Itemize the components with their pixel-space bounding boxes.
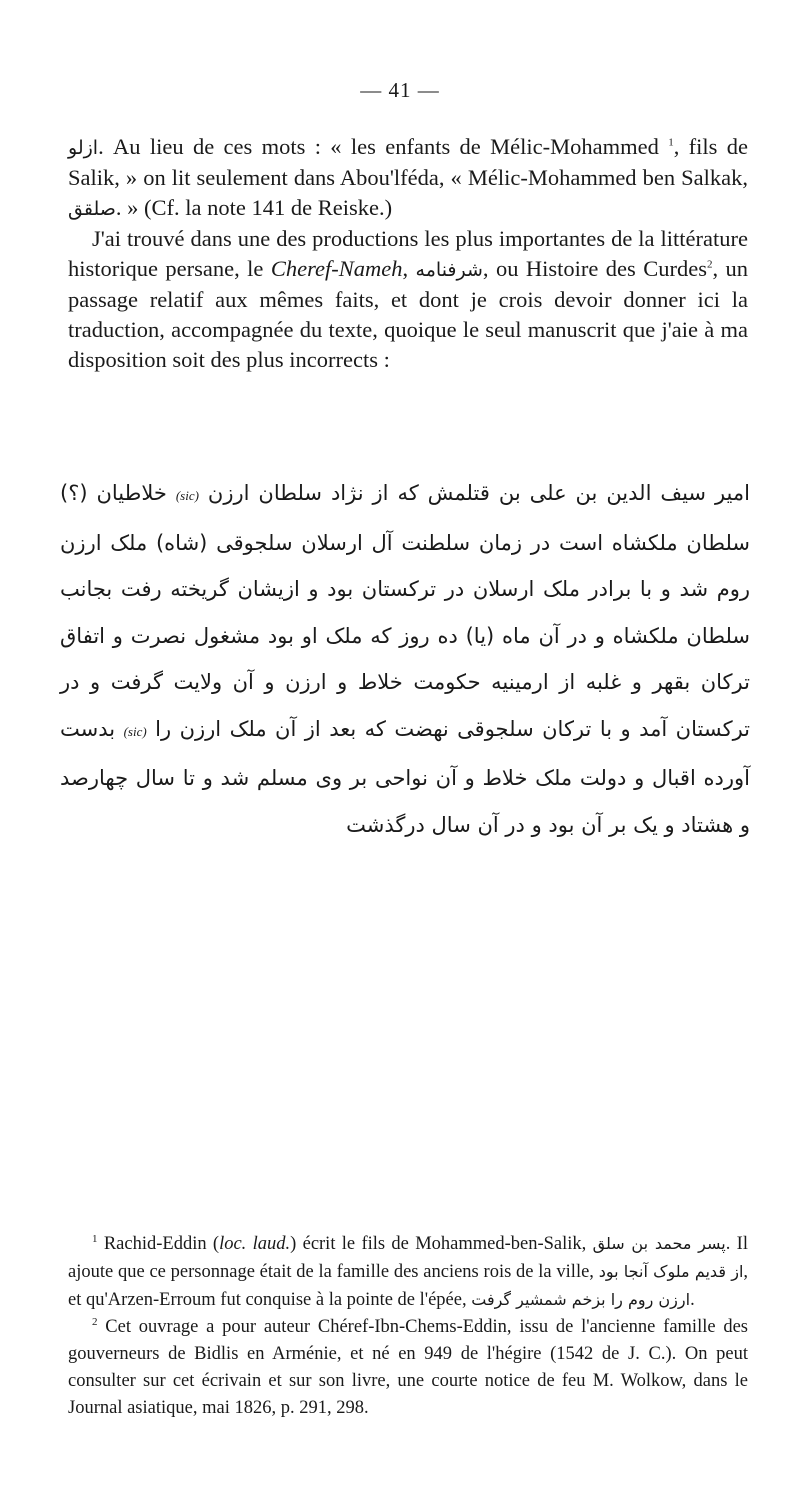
- footnote-ref-1: 1: [668, 136, 674, 149]
- text-run: Cet ouvrage a pour auteur Chéref-Ibn-Chems-Eddin, issu de l'ancienne famille des gouverneurs de Bidlis en Arménie, et né en 949 de l'hégire (1542 de J. C.). On peut consulter sur cet écrivain et sur son livre, une courte notice de feu M. Wolkow, dans le Journal asiatique, mai 1826, p. 291, 298.: [68, 1317, 749, 1418]
- footnote-number: 1: [92, 1232, 98, 1245]
- footnote-1: [68, 1230, 748, 1314]
- main-text: [68, 132, 748, 375]
- sic-marker: (sic): [123, 723, 147, 739]
- arabic-word: ازلو: [68, 137, 99, 159]
- text-run: .: [690, 1290, 695, 1310]
- paragraph-2: [68, 224, 748, 375]
- arabic-text: بدست آورده اقبال و دولت ملک خلاط و آن نواحی بر وی مسلم شد و تا سال چهارصد و هشتاد و یک بر آن بود و در آن سال درگذشت: [60, 716, 750, 837]
- footnotes: [68, 1230, 748, 1422]
- text-run: . » (Cf. la note 141 de Reiske.): [115, 195, 393, 220]
- arabic-word: شرفنامه: [415, 259, 483, 281]
- text-run: ,: [402, 256, 416, 281]
- citation: loc. laud.: [219, 1234, 291, 1254]
- text-run: ) écrit le fils de Mohammed-ben-Salik,: [290, 1234, 593, 1254]
- arabic-word: صلقق: [68, 198, 116, 220]
- text-run: , fils de Salik, » on lit seulement dans Abou'lféda, « Mélic-Mohammed ben Salkak,: [68, 134, 748, 190]
- text-run: J'ai trouvé dans une des productions les plus importantes de la littérature historique persane, le: [68, 226, 748, 281]
- text-run: . Il ajoute que ce personnage était de la famille des anciens rois de la ville,: [68, 1234, 748, 1282]
- paragraph-1: [68, 132, 748, 224]
- page-number: — 41 —: [360, 78, 440, 102]
- text-run: , ou Histoire des Curdes: [482, 256, 707, 281]
- text-run: . Au lieu de ces mots : « les enfants de Mélic-Mohammed: [98, 134, 669, 159]
- arabic-word: ارزن روم را بزخم شمشیر گرفت: [471, 1290, 691, 1309]
- text-run: , et qu'Arzen-Erroum fut conquise à la pointe de l'épée,: [68, 1262, 749, 1310]
- arabic-word: از قدیم ملوک آنجا بود: [598, 1262, 744, 1281]
- arabic-text: امیر سیف الدین بن علی بن قتلمش که از نژاد سلطان ارزن: [207, 481, 750, 505]
- footnote-2: [68, 1314, 748, 1422]
- persian-quotation: [60, 470, 750, 848]
- footnote-ref-2: 2: [706, 258, 713, 271]
- text-run: Rachid-Eddin (: [103, 1234, 220, 1254]
- arabic-text: خلاطیان (؟) سلطان ملکشاه است در زمان سلطنت آل ارسلان سلجوقی (شاه) ملک ارزن روم شد و با برادر ملک ارسلان در ترکستان بود و ازیشان گریخته رفت بجانب سلطان ملکشاه و در آن ماه (یا) ده روز که ملک او بود مشغول نصرت و اتفاق ترکان بقهر و غلبه از ارمینیه حکومت خلاط و ارزن و آن ولایت گرفت و در ترکستان آمد و با ترکان سلجوقی نهضت که بعد از آن ملک ارزن را: [60, 481, 751, 741]
- footnote-number: 2: [92, 1315, 98, 1328]
- sic-marker: (sic): [175, 488, 199, 503]
- arabic-word: پسر محمد بن سلق: [592, 1234, 726, 1253]
- text-run: , un passage relatif aux mêmes faits, et dont je crois devoir donner ici la traduction, accompagnée du texte, quoique le seul manuscrit que j'aie à ma disposition soit des plus incorrects :: [68, 256, 749, 372]
- book-title: Cheref-Nameh: [270, 256, 403, 281]
